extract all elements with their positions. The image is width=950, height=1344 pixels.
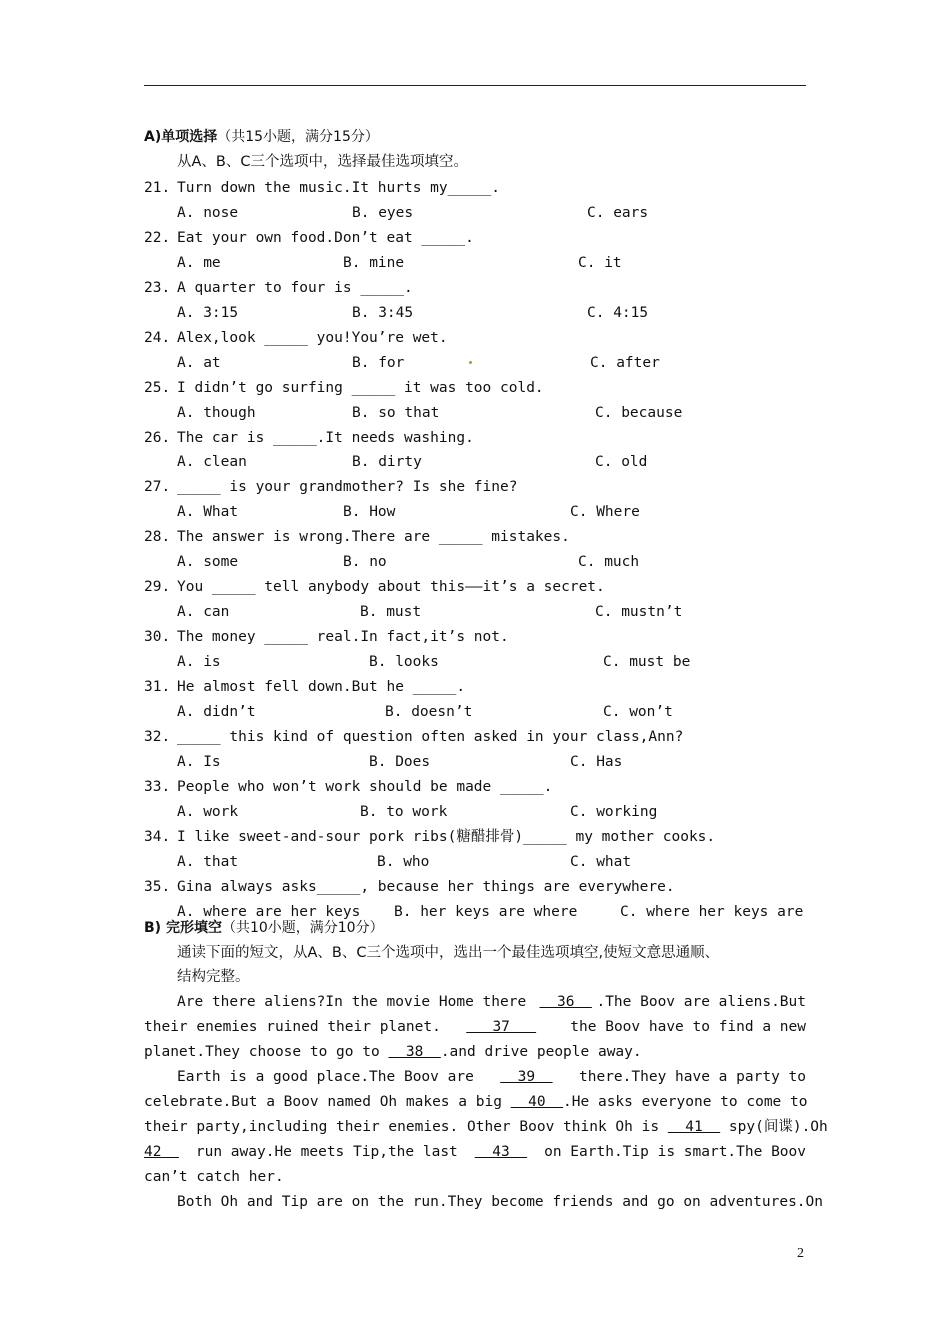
- option-b: B. 3:45: [352, 304, 414, 321]
- option-c: C. because: [595, 404, 683, 421]
- option-c: C. mustn’t: [595, 604, 683, 621]
- option-c: C. Has: [570, 753, 623, 770]
- option-b: B. for: [352, 354, 405, 371]
- page-number: 2: [797, 1246, 804, 1261]
- question-stem: [144, 827, 715, 847]
- passage-line: planet.They choose to go to 38 .and drive people away.: [144, 1044, 642, 1060]
- question-stem: [144, 477, 517, 497]
- option-c: C. where her keys are: [620, 903, 804, 920]
- option-c: C. Where: [570, 504, 640, 521]
- option-a: A. Is: [177, 753, 221, 770]
- question-text: You _____ tell anybody about this——it’s a secret.: [177, 579, 605, 596]
- question-stem: [144, 328, 448, 348]
- option-c: C. ears: [587, 204, 649, 221]
- blank-36: 36: [539, 994, 592, 1010]
- option-c: C. much: [578, 554, 640, 571]
- passage-line: their enemies ruined their planet. 37 the Boov have to find a new: [144, 1019, 806, 1035]
- section-b-heading: [144, 918, 384, 938]
- question-text: _____ is your grandmother? Is she fine?: [177, 479, 518, 496]
- question-number: 30.: [144, 629, 171, 646]
- question-number: 33.: [144, 778, 171, 795]
- question-text: Alex,look _____ you!You’re wet.: [177, 329, 448, 346]
- question-text: Gina always asks_____, because her things are everywhere.: [177, 878, 675, 895]
- question-number: 21.: [144, 180, 171, 196]
- option-c: C. after: [590, 354, 660, 371]
- question-number: 26.: [144, 429, 171, 446]
- blank-38: 38: [388, 1044, 441, 1060]
- question-number: 25.: [144, 379, 171, 396]
- option-a: A. me: [177, 254, 221, 271]
- passage-line: can’t catch her.: [144, 1169, 284, 1185]
- option-a: A. didn’t: [177, 703, 256, 720]
- question-number: 23.: [144, 279, 171, 296]
- blank-40: 40: [510, 1094, 564, 1110]
- passage-line: 42 run away.He meets Tip,the last 43 on Earth.Tip is smart.The Boov: [144, 1144, 806, 1160]
- question-stem: [144, 527, 570, 547]
- section-a-instruction: 从A、B、C三个选项中，选择最佳选项填空。: [177, 154, 468, 170]
- question-text: _____ this kind of question often asked in your class,Ann?: [177, 728, 684, 745]
- question-stem: [144, 428, 474, 448]
- blank-41: 41: [667, 1119, 721, 1135]
- option-c: C. 4:15: [587, 304, 649, 321]
- option-a: A. where are her keys: [177, 903, 361, 920]
- option-b: B. so that: [352, 404, 440, 421]
- option-b: B. doesn’t: [385, 703, 473, 720]
- option-c: C. what: [570, 853, 632, 870]
- option-a: A. is: [177, 654, 221, 670]
- option-a: A. work: [177, 803, 239, 820]
- question-stem: [144, 577, 605, 597]
- section-a-title: A)单项选择: [144, 129, 218, 145]
- option-b: B. who: [377, 853, 430, 870]
- section-b-instruction-2: 结构完整。: [177, 969, 250, 985]
- question-number: 35.: [144, 878, 171, 895]
- option-a: A. nose: [177, 204, 239, 221]
- option-b: B. her keys are where: [394, 903, 578, 920]
- header-rule: [144, 85, 806, 86]
- option-b: B. How: [343, 504, 396, 521]
- option-a: A. can: [177, 604, 230, 621]
- question-number: 34.: [144, 828, 171, 845]
- option-a: A. that: [177, 853, 239, 870]
- question-stem: [144, 278, 413, 298]
- passage-line: Are there aliens?In the movie Home there 36 .The Boov are aliens.But: [177, 994, 806, 1010]
- passage-line: Earth is a good place.The Boov are 39 there.They have a party to: [177, 1069, 806, 1085]
- option-b: B. looks: [369, 654, 439, 670]
- option-c: C. it: [578, 254, 622, 271]
- option-b: B. mine: [343, 254, 405, 271]
- passage-line: their party,including their enemies. Other Boov think Oh is 41 spy(间谍).Oh: [144, 1119, 828, 1135]
- option-c: C. old: [595, 454, 648, 471]
- section-b-meta: （共10小题，满分10分）: [221, 920, 384, 936]
- question-stem: [144, 777, 552, 797]
- blank-37: 37: [466, 1019, 537, 1035]
- question-text: I didn’t go surfing _____ it was too cold.: [177, 379, 544, 396]
- option-c: C. must be: [603, 654, 691, 670]
- blank-39: 39: [500, 1069, 553, 1085]
- passage-line: Both Oh and Tip are on the run.They become friends and go on adventures.On: [177, 1194, 824, 1210]
- question-text: A quarter to four is _____.: [177, 279, 413, 296]
- question-text: I like sweet-and-sour pork ribs(糖醋排骨)_____ my mother cooks.: [177, 828, 716, 845]
- question-stem: [144, 178, 500, 198]
- blank-42: 42: [144, 1144, 179, 1160]
- option-a: A. though: [177, 404, 256, 421]
- blank-43: 43: [474, 1144, 528, 1160]
- option-a: A. 3:15: [177, 304, 239, 321]
- question-stem: [144, 378, 544, 398]
- section-a-meta: （共15小题，满分15分）: [217, 129, 379, 145]
- question-stem: [144, 627, 509, 647]
- question-text: He almost fell down.But he _____.: [177, 679, 466, 695]
- option-a: A. some: [177, 554, 239, 571]
- question-number: 24.: [144, 329, 171, 346]
- option-b: B. Does: [369, 753, 431, 770]
- question-stem: [144, 877, 675, 897]
- question-number: 22.: [144, 229, 171, 246]
- option-b: B. no: [343, 554, 387, 571]
- option-a: A. What: [177, 504, 239, 521]
- question-number: 31.: [144, 679, 171, 695]
- option-b: B. dirty: [352, 454, 422, 471]
- section-a-heading: [144, 127, 379, 147]
- question-text: The answer is wrong.There are _____ mistakes.: [177, 529, 570, 546]
- question-text: The car is _____.It needs washing.: [177, 429, 474, 446]
- option-b: B. eyes: [352, 204, 414, 221]
- passage-line: celebrate.But a Boov named Oh makes a big 40 .He asks everyone to come to: [144, 1094, 808, 1110]
- question-text: People who won’t work should be made _____.: [177, 778, 553, 795]
- question-stem: [144, 727, 683, 747]
- section-b-instruction-1: 通读下面的短文，从A、B、C三个选项中，选出一个最佳选项填空,使短文意思通顺、: [177, 945, 720, 961]
- question-text: Eat your own food.Don’t eat _____.: [177, 229, 474, 246]
- option-b: B. must: [360, 604, 422, 621]
- question-number: 28.: [144, 529, 171, 546]
- option-a: A. clean: [177, 454, 247, 471]
- question-number: 32.: [144, 728, 171, 745]
- question-number: 27.: [144, 479, 171, 496]
- option-c: C. working: [570, 803, 658, 820]
- option-a: A. at: [177, 354, 221, 371]
- option-b: B. to work: [360, 803, 448, 820]
- question-number: 29.: [144, 579, 171, 596]
- question-stem: [144, 677, 465, 697]
- option-c: C. won’t: [603, 703, 673, 720]
- question-text: The money _____ real.In fact,it’s not.: [177, 629, 509, 646]
- question-text: Turn down the music.It hurts my_____.: [177, 180, 501, 196]
- section-b-title: B) 完形填空: [144, 920, 222, 936]
- question-stem: [144, 228, 474, 248]
- stray-mark: [469, 361, 472, 364]
